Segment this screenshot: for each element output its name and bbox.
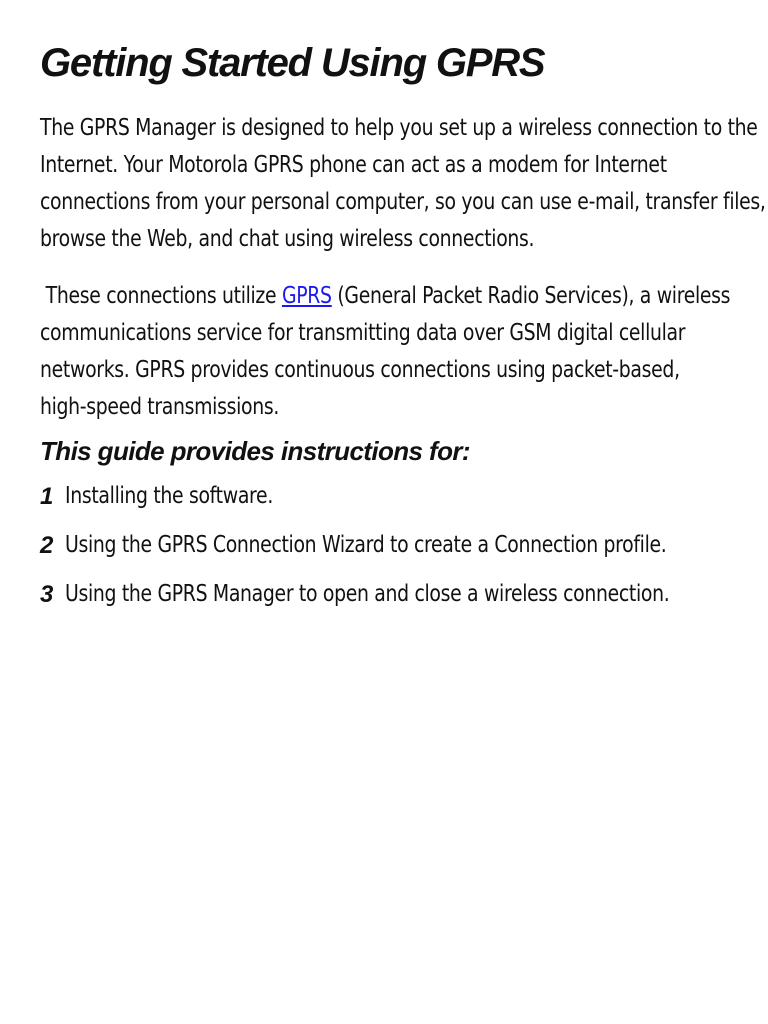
gprs-paragraph-line: networks. GPRS provides continuous connections using packet-based, [40, 357, 680, 383]
list-item [40, 576, 768, 625]
step-text: Using the GPRS Manager to open and close a wireless connection. [65, 581, 670, 607]
gprs-paragraph-line: high-speed transmissions. [40, 394, 280, 420]
gprs-link[interactable]: GPRS [281, 283, 332, 309]
steps-list [40, 478, 768, 625]
intro-line: Internet. Your Motorola GPRS phone can act as a modem for Internet [40, 152, 667, 178]
gprs-paragraph-text: These connections utilize [40, 283, 282, 309]
intro-line: browse the Web, and chat using wireless connections. [40, 226, 535, 252]
gprs-paragraph-text: (General Packet Radio Services), a wireless [331, 283, 731, 309]
step-text: Using the GPRS Connection Wizard to create a Connection profile. [65, 532, 667, 558]
step-number: 1 [40, 483, 54, 510]
intro-line: connections from your personal computer, so you can use e-mail, transfer files, [40, 189, 766, 215]
gprs-paragraph-line [40, 278, 745, 315]
list-item [40, 527, 768, 576]
list-item [40, 478, 768, 527]
page-title: Getting Started Using GPRS [40, 41, 545, 85]
gprs-paragraph [40, 278, 745, 426]
gprs-paragraph-line: communications service for transmitting data over GSM digital cellular [40, 320, 686, 346]
intro-line: The GPRS Manager is designed to help you set up a wireless connection to the [40, 115, 758, 141]
step-number: 3 [40, 581, 54, 608]
intro-paragraph [40, 110, 766, 258]
step-number: 2 [40, 532, 54, 559]
step-text: Installing the software. [65, 483, 273, 509]
guide-heading: This guide provides instructions for: [40, 436, 470, 466]
